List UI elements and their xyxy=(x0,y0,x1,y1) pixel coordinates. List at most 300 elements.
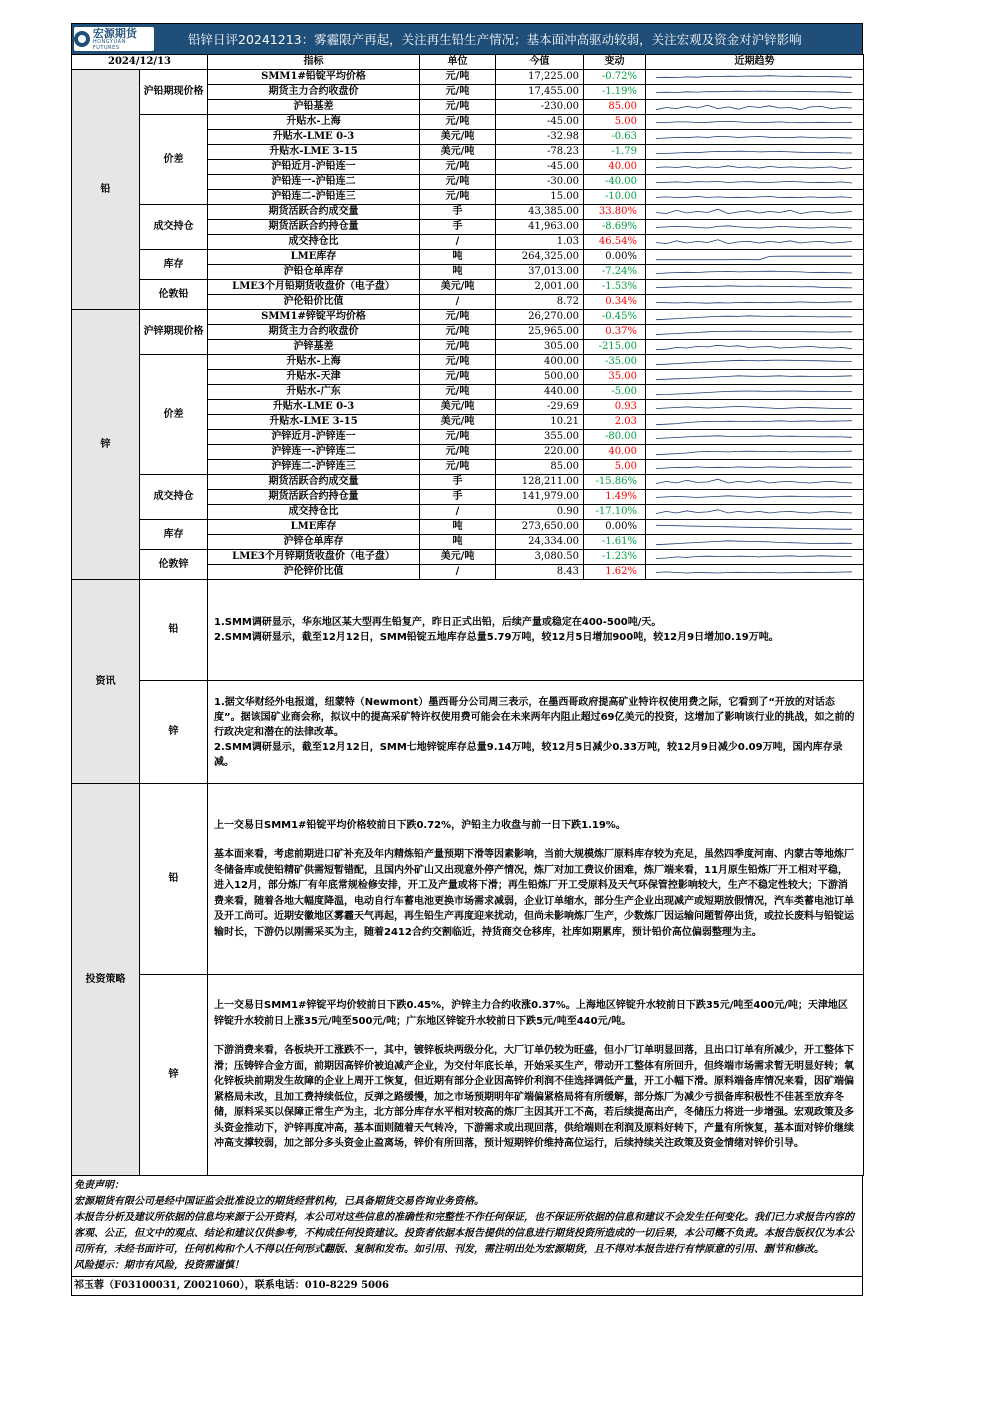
news-lead-row xyxy=(72,580,864,681)
sparkline-path xyxy=(656,285,852,287)
indicator-name: 沪铅连一-沪铅连二 xyxy=(208,175,420,190)
metrics-table xyxy=(71,54,864,580)
disclaimer-line-1: 宏源期货有限公司是经中国证监会批准设立的期货经营机构，已具备期货交易咨询业务资格。 xyxy=(74,1196,484,1207)
unit-cell: 美元/吨 xyxy=(420,415,496,430)
sparkline-path xyxy=(656,495,852,497)
current-value: 8.43 xyxy=(496,565,584,580)
group-label: 价差 xyxy=(140,115,208,205)
news-lead-para-1: 1.SMM调研显示，华东地区某大型再生铅复产，昨日正式出铅，后续产量或稳定在400-500吨/天。 xyxy=(214,617,662,628)
sparkline-chart xyxy=(646,266,862,279)
sparkline-path xyxy=(656,196,852,197)
indicator-name: 沪铅仓单库存 xyxy=(208,265,420,280)
trend-sparkline xyxy=(646,520,864,535)
change-value: -1.19% xyxy=(584,85,646,100)
unit-cell: 元/吨 xyxy=(420,190,496,205)
sparkline-chart xyxy=(646,146,862,159)
trend-sparkline xyxy=(646,415,864,430)
change-value: -1.79 xyxy=(584,145,646,160)
unit-cell: 元/吨 xyxy=(420,460,496,475)
table-row xyxy=(72,250,864,265)
current-value: 15.00 xyxy=(496,190,584,205)
sparkline-chart xyxy=(646,86,862,99)
group-label: 沪铅期现价格 xyxy=(140,70,208,115)
sparkline-path xyxy=(656,121,852,122)
unit-cell: 元/吨 xyxy=(420,355,496,370)
indicator-name: 升贴水-广东 xyxy=(208,385,420,400)
sparkline-chart xyxy=(646,386,862,399)
sparkline-chart xyxy=(646,326,862,339)
current-value: 1.03 xyxy=(496,235,584,250)
trend-sparkline xyxy=(646,445,864,460)
current-value: 141,979.00 xyxy=(496,490,584,505)
indicator-name: 沪锌仓单库存 xyxy=(208,535,420,550)
table-row xyxy=(72,520,864,535)
current-value: 24,334.00 xyxy=(496,535,584,550)
trend-sparkline xyxy=(646,355,864,370)
sparkline-chart xyxy=(646,176,862,189)
current-value: 440.00 xyxy=(496,385,584,400)
group-label: 成交持仓 xyxy=(140,475,208,520)
strategy-zinc-para-2: 下游消费来看，各板块开工涨跌不一，其中，镀锌板块两级分化，大厂订单仍较为旺盛，但小厂订单明显回落，且出口订单有所减少，开工整体下滑；压铸锌合金方面，前期因高锌价被迫减产企业，为交付年底长单，开始采买生产，带动开工整体有所回升，但终端市场需求暂无明显好转；氧化锌板块前期发生故障的企业上周开工恢复，但近期有部分企业因高锌价利润不佳选择调低产量，开工小幅下滑。原料端备库情况来看，因矿端偏紧格局未改，且加工费持续低位，反弹之路缓慢，加之市场预期明年矿端偏紧格局将有所缓解，部分炼厂为减少亏损备库积极性不佳甚至放弃冬储，原料采买以保障正常生产为主，北方部分库存水平相对较高的炼厂主因其开工不高，若后续提高出产，冬储压力将进一步增强。宏观政策及多头资金推动下，沪锌再度冲高，基本面则随着天气转冷，下游需求或出现回落，供给端则在利润及原料好转下，产量有所恢复，基本面对锌价继续冲高支撑较弱，加之部分多头资金止盈离场，锌价有所回落，预计短期锌价维持高位运行，后续持续关注政策及资金情绪对锌价引导。 xyxy=(214,1045,854,1150)
indicator-name: 期货活跃合约成交量 xyxy=(208,205,420,220)
change-value: 0.37% xyxy=(584,325,646,340)
indicator-name: 升贴水-上海 xyxy=(208,355,420,370)
current-value: 17,225.00 xyxy=(496,70,584,85)
indicator-name: LME库存 xyxy=(208,520,420,535)
trend-sparkline xyxy=(646,475,864,490)
sparkline-chart xyxy=(646,536,862,549)
indicator-name: 升贴水-LME 0-3 xyxy=(208,400,420,415)
change-value: 0.00% xyxy=(584,250,646,265)
table-row xyxy=(72,115,864,130)
unit-cell: 美元/吨 xyxy=(420,145,496,160)
change-value: 2.03 xyxy=(584,415,646,430)
unit-cell: 元/吨 xyxy=(420,100,496,115)
sparkline-chart xyxy=(646,221,862,234)
change-value: -35.00 xyxy=(584,355,646,370)
current-value: 128,211.00 xyxy=(496,475,584,490)
strategy-lead-para-2: 基本面来看，考虑前期进口矿补充及年内精炼铅产量预期下滑等因素影响，当前大规模炼厂原料库存较为充足，虽然四季度河南、内蒙古等地炼厂冬储备库或使铅精矿供需短暂错配，且国内外矿山又出现意外停产情况，炼厂对加工费议价困难，炼厂端来看，11月原生铅炼厂开工相对平稳，进入12月，部分炼厂有年底常规检修安排，开工及产量或将下滑；再生铅炼厂开工受原料及天气环保管控影响较大，生产不稳定性较大；下游消费来看，随着各地大幅度降温，电动自行车蓄电池更换市场需求减弱，企业订单缩水，部分生产企业出现减产或短期放假情况，汽车类蓄电池订单及开工尚可。近期安徽地区雾霾天气再起，再生铅生产再度迎来扰动，但尚未影响炼厂生产，少数炼厂因运输问题暂停出货，或拉长废料与铅锭运输时长，下游仍以刚需采买为主，随着2412合约交割临近，持货商交仓移库，社库如期累库，预计铅价高位偏弱整理为主。 xyxy=(214,849,854,938)
disclaimer-content xyxy=(72,1176,863,1277)
news-section-title: 资讯 xyxy=(72,580,140,784)
unit-cell: 吨 xyxy=(420,265,496,280)
disclaimer-line-3: 风险提示：期市有风险，投资需谨慎！ xyxy=(74,1260,244,1271)
trend-sparkline xyxy=(646,460,864,475)
trend-sparkline xyxy=(646,340,864,355)
unit-cell: / xyxy=(420,235,496,250)
trend-sparkline xyxy=(646,310,864,325)
sparkline-path xyxy=(656,435,852,438)
trend-sparkline xyxy=(646,490,864,505)
unit-cell: 元/吨 xyxy=(420,310,496,325)
sparkline-chart xyxy=(646,206,862,219)
indicator-name: 沪铅连二-沪铅连三 xyxy=(208,190,420,205)
disclaimer-table xyxy=(71,1176,863,1296)
sparkline-chart xyxy=(646,551,862,564)
trend-sparkline xyxy=(646,100,864,115)
change-value: 0.34% xyxy=(584,295,646,310)
unit-cell: / xyxy=(420,505,496,520)
unit-cell: 元/吨 xyxy=(420,70,496,85)
unit-cell: 元/吨 xyxy=(420,370,496,385)
news-zinc-content xyxy=(208,681,864,784)
sparkline-chart xyxy=(646,461,862,474)
trend-sparkline xyxy=(646,220,864,235)
current-value: -78.23 xyxy=(496,145,584,160)
indicator-name: 沪铅基差 xyxy=(208,100,420,115)
news-lead-label: 铅 xyxy=(140,580,208,681)
group-label: 库存 xyxy=(140,250,208,280)
sparkline-path xyxy=(656,360,852,365)
sparkline-chart xyxy=(646,341,862,354)
header-value: 今值 xyxy=(496,55,584,70)
sparkline-path xyxy=(656,151,852,153)
sparkline-chart xyxy=(646,161,862,174)
current-value: 400.00 xyxy=(496,355,584,370)
current-value: 43,385.00 xyxy=(496,205,584,220)
current-value: 26,270.00 xyxy=(496,310,584,325)
change-value: -7.24% xyxy=(584,265,646,280)
report-banner xyxy=(71,23,863,54)
unit-cell: 手 xyxy=(420,205,496,220)
strategy-zinc-content xyxy=(208,975,864,1176)
sparkline-path xyxy=(656,136,852,138)
change-value: 33.80% xyxy=(584,205,646,220)
sparkline-path xyxy=(656,209,852,213)
section-label: 锌 xyxy=(72,310,140,580)
indicator-name: 期货主力合约收盘价 xyxy=(208,325,420,340)
sparkline-path xyxy=(656,75,852,77)
trend-sparkline xyxy=(646,295,864,310)
group-label: 成交持仓 xyxy=(140,205,208,250)
indicator-name: 沪伦锌价比值 xyxy=(208,565,420,580)
unit-cell: 吨 xyxy=(420,535,496,550)
section-label: 铅 xyxy=(72,70,140,310)
indicator-name: 期货主力合约收盘价 xyxy=(208,85,420,100)
current-value: 0.90 xyxy=(496,505,584,520)
change-value: -1.23% xyxy=(584,550,646,565)
group-label: 库存 xyxy=(140,520,208,550)
sparkline-chart xyxy=(646,566,862,579)
indicator-name: 升贴水-LME 3-15 xyxy=(208,415,420,430)
sparkline-path xyxy=(656,479,852,483)
indicator-name: 沪锌连二-沪锌连三 xyxy=(208,460,420,475)
change-value: 0.00% xyxy=(584,520,646,535)
trend-sparkline xyxy=(646,70,864,85)
news-zinc-label: 锌 xyxy=(140,681,208,784)
group-label: 沪锌期现价格 xyxy=(140,310,208,355)
sparkline-path xyxy=(656,555,852,558)
news-zinc-row xyxy=(72,681,864,784)
change-value: -5.00 xyxy=(584,385,646,400)
analyst-contact: 祁玉蓉（F03100031, Z0021060），联系电话：010-8229 5006 xyxy=(72,1277,863,1296)
trend-sparkline xyxy=(646,430,864,445)
unit-cell: / xyxy=(420,295,496,310)
table-row xyxy=(72,355,864,370)
trend-sparkline xyxy=(646,505,864,520)
group-label: 伦敦锌 xyxy=(140,550,208,580)
sparkline-path xyxy=(656,509,852,513)
table-row xyxy=(72,70,864,85)
unit-cell: / xyxy=(420,565,496,580)
header-unit: 单位 xyxy=(420,55,496,70)
news-lead-content xyxy=(208,580,864,681)
news-zinc-para-2: 2.SMM调研显示，截至12月12日，SMM七地锌锭库存总量9.14万吨，较12月5日减少0.33万吨，较12月9日减少0.09万吨，国内库存录减。 xyxy=(214,741,843,768)
change-value: -0.63 xyxy=(584,130,646,145)
trend-sparkline xyxy=(646,160,864,175)
current-value: 2,001.00 xyxy=(496,280,584,295)
indicator-name: SMM1#铅锭平均价格 xyxy=(208,70,420,85)
sparkline-path xyxy=(656,181,852,183)
sparkline-path xyxy=(656,466,852,468)
change-value: -40.00 xyxy=(584,175,646,190)
change-value: 85.00 xyxy=(584,100,646,115)
sparkline-chart xyxy=(646,281,862,294)
unit-cell: 元/吨 xyxy=(420,430,496,445)
sparkline-chart xyxy=(646,131,862,144)
report-sheet xyxy=(71,23,863,1296)
sparkline-path xyxy=(656,525,852,529)
sparkline-path xyxy=(656,225,852,227)
change-value: -215.00 xyxy=(584,340,646,355)
trend-sparkline xyxy=(646,325,864,340)
current-value: -32.98 xyxy=(496,130,584,145)
unit-cell: 元/吨 xyxy=(420,175,496,190)
change-value: 1.62% xyxy=(584,565,646,580)
trend-sparkline xyxy=(646,115,864,130)
current-value: -30.00 xyxy=(496,175,584,190)
change-value: -0.72% xyxy=(584,70,646,85)
sparkline-chart xyxy=(646,431,862,444)
current-value: 3,080.50 xyxy=(496,550,584,565)
unit-cell: 手 xyxy=(420,475,496,490)
unit-cell: 吨 xyxy=(420,520,496,535)
indicator-name: LME3个月锌期货收盘价（电子盘） xyxy=(208,550,420,565)
sparkline-path xyxy=(656,256,852,260)
sparkline-path xyxy=(656,315,852,319)
group-label: 价差 xyxy=(140,355,208,475)
logo-text: 宏源期货 xyxy=(92,26,137,40)
trend-sparkline xyxy=(646,565,864,580)
strategy-zinc-row xyxy=(72,975,864,1176)
strategy-lead-para-1: 上一交易日SMM1#铅锭平均价格较前日下跌0.72%，沪铅主力收盘与前一日下跌1.19%。 xyxy=(214,819,626,831)
report-date: 2024/12/13 xyxy=(72,55,208,70)
table-row xyxy=(72,550,864,565)
unit-cell: 元/吨 xyxy=(420,325,496,340)
current-value: -45.00 xyxy=(496,160,584,175)
unit-cell: 元/吨 xyxy=(420,385,496,400)
strategy-section-title: 投资策略 xyxy=(72,784,140,1176)
current-value: 355.00 xyxy=(496,430,584,445)
report-title: 铅锌日评20241213：雾霾限产再起，关注再生铅生产情况；基本面冲高驱动较弱，关注宏观及资金对沪锌影响 xyxy=(188,32,802,47)
table-header-row xyxy=(72,55,864,70)
change-value: 40.00 xyxy=(584,445,646,460)
contact-row xyxy=(72,1277,863,1296)
unit-cell: 美元/吨 xyxy=(420,400,496,415)
unit-cell: 元/吨 xyxy=(420,445,496,460)
table-row xyxy=(72,475,864,490)
change-value: 40.00 xyxy=(584,160,646,175)
indicator-name: 期货活跃合约成交量 xyxy=(208,475,420,490)
unit-cell: 元/吨 xyxy=(420,160,496,175)
sparkline-chart xyxy=(646,416,862,429)
company-logo xyxy=(74,27,154,51)
trend-sparkline xyxy=(646,145,864,160)
trend-sparkline xyxy=(646,280,864,295)
trend-sparkline xyxy=(646,85,864,100)
sparkline-path xyxy=(656,375,852,379)
sparkline-chart xyxy=(646,116,862,129)
sparkline-path xyxy=(656,331,852,335)
unit-cell: 吨 xyxy=(420,250,496,265)
unit-cell: 美元/吨 xyxy=(420,280,496,295)
sparkline-chart xyxy=(646,491,862,504)
sparkline-chart xyxy=(646,521,862,534)
trend-sparkline xyxy=(646,175,864,190)
sparkline-path xyxy=(656,345,852,349)
sparkline-path xyxy=(656,105,852,109)
unit-cell: 元/吨 xyxy=(420,115,496,130)
disclaimer-line-2: 本报告分析及建议所依据的信息均来源于公开资料，本公司对这些信息的准确性和完整性不作任何保证，也不保证所依据的信息和建议不会发生任何变化。我们已力求报告内容的客观、公正，但文中的观点、结论和建议仅供参考，不构成任何投资建议。投资者依据本报告提供的信息进行期货投资所造成的一切后果，本公司概不负责。本报告版权仅为本公司所有，未经书面许可，任何机构和个人不得以任何形式翻版、复制和发布。如引用、刊发，需注明出处为宏源期货，且不得对本报告进行有悖原意的引用、删节和修改。 xyxy=(74,1212,854,1255)
sparkline-path xyxy=(656,91,852,92)
unit-cell: 元/吨 xyxy=(420,340,496,355)
indicator-name: 升贴水-上海 xyxy=(208,115,420,130)
strategy-lead-label: 铅 xyxy=(140,784,208,975)
trend-sparkline xyxy=(646,250,864,265)
indicator-name: LME3个月铅期货收盘价（电子盘） xyxy=(208,280,420,295)
sparkline-chart xyxy=(646,236,862,249)
change-value: 35.00 xyxy=(584,370,646,385)
trend-sparkline xyxy=(646,385,864,400)
indicator-name: 升贴水-LME 0-3 xyxy=(208,130,420,145)
strategy-table xyxy=(71,784,864,1176)
disclaimer-title: 免责声明： xyxy=(74,1180,124,1191)
indicator-name: SMM1#锌锭平均价格 xyxy=(208,310,420,325)
strategy-lead-content xyxy=(208,784,864,975)
trend-sparkline xyxy=(646,235,864,250)
indicator-name: 升贴水-天津 xyxy=(208,370,420,385)
indicator-name: LME库存 xyxy=(208,250,420,265)
table-row xyxy=(72,205,864,220)
sparkline-path xyxy=(656,451,852,455)
header-change: 变动 xyxy=(584,55,646,70)
sparkline-path xyxy=(656,540,852,544)
news-lead-para-2: 2.SMM调研显示，截至12月12日，SMM铅锭五地库存总量5.79万吨，较12月5日增加900吨，较12月9日增加0.19万吨。 xyxy=(214,632,779,643)
trend-sparkline xyxy=(646,400,864,415)
sparkline-path xyxy=(656,271,852,273)
news-zinc-para-1: 1.据文华财经外电报道，纽蒙特（Newmont）墨西哥分公司周三表示，在墨西哥政府提高矿业特许权使用费之际，它看到了“开放的对话态度”。据该国矿业商会称，拟议中的提高采矿特许权使用费可能会在未来两年内阻止超过69亿美元的投资，这增加了影响该行业的挑战，如之前的行政决定和潜在的法律改革。 xyxy=(214,696,855,738)
trend-sparkline xyxy=(646,205,864,220)
strategy-zinc-para-1: 上一交易日SMM1#锌锭平均价较前日下跌0.45%，沪锌主力合约收涨0.37%。上海地区锌锭升水较前日下跌35元/吨至400元/吨；天津地区锌锭升水较前日上涨35元/吨至500元/吨；广东地区锌锭升水较前日下跌5元/吨至440元/吨。 xyxy=(214,1000,848,1027)
indicator-name: 期货活跃合约持仓量 xyxy=(208,490,420,505)
change-value: 5.00 xyxy=(584,460,646,475)
change-value: -10.00 xyxy=(584,190,646,205)
change-value: 46.54% xyxy=(584,235,646,250)
trend-sparkline xyxy=(646,370,864,385)
current-value: 85.00 xyxy=(496,460,584,475)
header-indicator: 指标 xyxy=(208,55,420,70)
sparkline-chart xyxy=(646,71,862,84)
sparkline-chart xyxy=(646,401,862,414)
change-value: -8.69% xyxy=(584,220,646,235)
unit-cell: 美元/吨 xyxy=(420,130,496,145)
indicator-name: 期货活跃合约持仓量 xyxy=(208,220,420,235)
sparkline-path xyxy=(656,239,852,243)
sparkline-path xyxy=(656,301,852,302)
sparkline-path xyxy=(656,571,852,572)
indicator-name: 成交持仓比 xyxy=(208,505,420,520)
current-value: 8.72 xyxy=(496,295,584,310)
trend-sparkline xyxy=(646,190,864,205)
table-row xyxy=(72,280,864,295)
current-value: 305.00 xyxy=(496,340,584,355)
indicator-name: 成交持仓比 xyxy=(208,235,420,250)
change-value: 0.93 xyxy=(584,400,646,415)
news-table xyxy=(71,580,864,784)
sparkline-path xyxy=(656,165,852,168)
sparkline-path xyxy=(656,391,852,395)
current-value: 220.00 xyxy=(496,445,584,460)
table-row xyxy=(72,310,864,325)
current-value: -230.00 xyxy=(496,100,584,115)
sparkline-chart xyxy=(646,251,862,264)
current-value: 500.00 xyxy=(496,370,584,385)
current-value: -29.69 xyxy=(496,400,584,415)
sparkline-chart xyxy=(646,476,862,489)
sparkline-chart xyxy=(646,506,862,519)
strategy-zinc-label: 锌 xyxy=(140,975,208,1176)
indicator-name: 沪锌近月-沪锌连一 xyxy=(208,430,420,445)
sparkline-chart xyxy=(646,101,862,114)
trend-sparkline xyxy=(646,550,864,565)
sparkline-chart xyxy=(646,191,862,204)
sparkline-chart xyxy=(646,311,862,324)
current-value: 41,963.00 xyxy=(496,220,584,235)
current-value: 273,650.00 xyxy=(496,520,584,535)
indicator-name: 沪锌连一-沪锌连二 xyxy=(208,445,420,460)
indicator-name: 沪伦铅价比值 xyxy=(208,295,420,310)
unit-cell: 手 xyxy=(420,220,496,235)
change-value: 5.00 xyxy=(584,115,646,130)
unit-cell: 美元/吨 xyxy=(420,550,496,565)
change-value: -15.86% xyxy=(584,475,646,490)
sparkline-chart xyxy=(646,446,862,459)
indicator-name: 沪铅近月-沪铅连一 xyxy=(208,160,420,175)
logo-emblem-icon xyxy=(74,31,90,47)
group-label: 伦敦铅 xyxy=(140,280,208,310)
indicator-name: 升贴水-LME 3-15 xyxy=(208,145,420,160)
unit-cell: 手 xyxy=(420,490,496,505)
strategy-lead-row xyxy=(72,784,864,975)
change-value: 1.49% xyxy=(584,490,646,505)
trend-sparkline xyxy=(646,130,864,145)
change-value: -1.61% xyxy=(584,535,646,550)
indicator-name: 沪锌基差 xyxy=(208,340,420,355)
trend-sparkline xyxy=(646,265,864,280)
current-value: 37,013.00 xyxy=(496,265,584,280)
sparkline-chart xyxy=(646,371,862,384)
trend-sparkline xyxy=(646,535,864,550)
logo-subtext: HONGYUAN FUTURES xyxy=(92,38,126,51)
current-value: 25,965.00 xyxy=(496,325,584,340)
sparkline-chart xyxy=(646,356,862,369)
current-value: -45.00 xyxy=(496,115,584,130)
header-trend: 近期趋势 xyxy=(646,55,864,70)
change-value: -1.53% xyxy=(584,280,646,295)
change-value: -17.10% xyxy=(584,505,646,520)
current-value: 10.21 xyxy=(496,415,584,430)
current-value: 17,455.00 xyxy=(496,85,584,100)
